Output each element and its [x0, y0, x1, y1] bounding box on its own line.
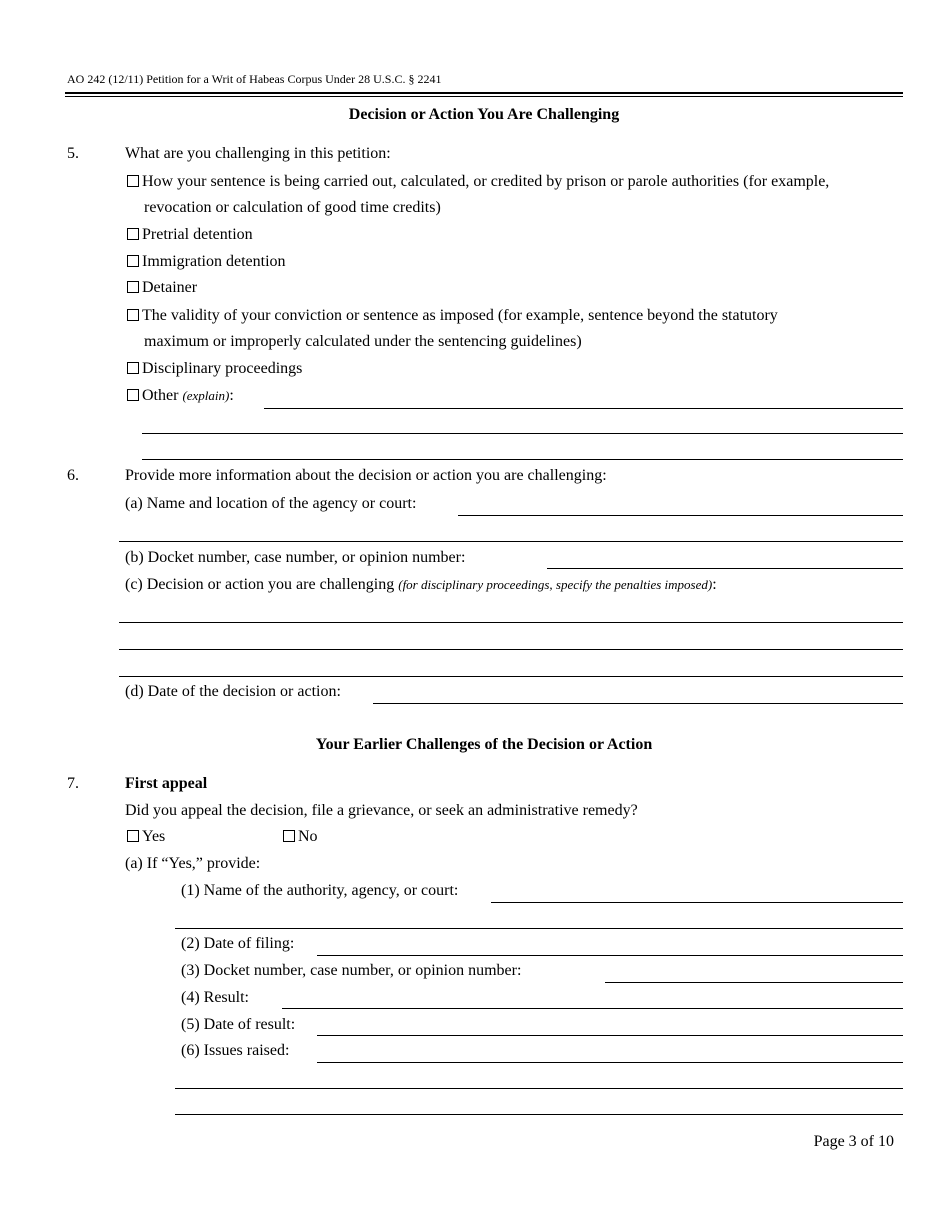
page-number: Page 3 of 10 [813, 1133, 894, 1150]
other-explain-line-2[interactable] [142, 433, 903, 434]
option-immigration-detention[interactable]: Immigration detention [127, 253, 286, 271]
q6-prompt: Provide more information about the decision or action you are challenging: [125, 467, 607, 484]
checkbox-icon[interactable] [127, 309, 139, 321]
q6d-label: (d) Date of the decision or action: [125, 683, 341, 700]
q7a-item-6-line-1[interactable] [317, 1062, 903, 1063]
q6c-label: (c) Decision or action you are challenging (for disciplinary proceedings, specify the penalties imposed): [125, 576, 717, 593]
q6c-line-2[interactable] [119, 649, 903, 650]
q7a-label: (a) If “Yes,” provide: [125, 855, 261, 872]
other-explain-line-3[interactable] [142, 459, 903, 460]
option-yes[interactable]: Yes [127, 828, 165, 846]
q7-number: 7. [67, 775, 79, 792]
q6c-line-3[interactable] [119, 676, 903, 677]
checkbox-icon[interactable] [127, 175, 139, 187]
option-pretrial-detention[interactable]: Pretrial detention [127, 226, 253, 244]
q5-number: 5. [67, 145, 79, 162]
q7a-item-2: (2) Date of filing: [181, 935, 295, 952]
other-explain-line-1[interactable] [264, 408, 903, 409]
q7a-item-1: (1) Name of the authority, agency, or court: [181, 882, 459, 899]
form-header: AO 242 (12/11) Petition for a Writ of Habeas Corpus Under 28 U.S.C. § 2241 [67, 72, 442, 86]
q6c-hint: (for disciplinary proceedings, specify the penalties imposed) [398, 577, 713, 592]
checkbox-icon[interactable] [127, 389, 139, 401]
q7a-item-1-line-1[interactable] [491, 902, 903, 903]
q7a-item-3-line[interactable] [605, 982, 903, 983]
checkbox-icon[interactable] [127, 830, 139, 842]
q6a-label: (a) Name and location of the agency or court: [125, 495, 417, 512]
q7a-item-1-line-2[interactable] [175, 928, 903, 929]
q7-prompt: Did you appeal the decision, file a grievance, or seek an administrative remedy? [125, 802, 638, 819]
header-rule-thick [65, 92, 903, 94]
q6a-line-1[interactable] [458, 515, 903, 516]
q7a-item-5: (5) Date of result: [181, 1016, 296, 1033]
section-title-decision: Decision or Action You Are Challenging [348, 106, 620, 123]
q7a-item-6: (6) Issues raised: [181, 1042, 290, 1059]
checkbox-icon[interactable] [283, 830, 295, 842]
q7a-item-5-line[interactable] [317, 1035, 903, 1036]
checkbox-icon[interactable] [127, 281, 139, 293]
option-disciplinary[interactable]: Disciplinary proceedings [127, 360, 302, 378]
q5-prompt: What are you challenging in this petition: [125, 145, 391, 162]
option-detainer[interactable]: Detainer [127, 279, 197, 297]
q7a-item-6-line-2[interactable] [175, 1088, 903, 1089]
q7a-item-4: (4) Result: [181, 989, 249, 1006]
q7a-item-3: (3) Docket number, case number, or opinion number: [181, 962, 522, 979]
q6b-label: (b) Docket number, case number, or opinion number: [125, 549, 466, 566]
q7a-item-4-line[interactable] [282, 1008, 903, 1009]
checkbox-icon[interactable] [127, 255, 139, 267]
q6b-line[interactable] [547, 568, 903, 569]
header-rule-thin [65, 96, 903, 97]
q7a-item-6-line-3[interactable] [175, 1114, 903, 1115]
q6-number: 6. [67, 467, 79, 484]
q6c-line-1[interactable] [119, 622, 903, 623]
option-no[interactable]: No [283, 828, 318, 846]
option-sentence-execution[interactable]: How your sentence is being carried out, calculated, or credited by prison or parole authorities (for example, [127, 173, 829, 191]
q6d-line[interactable] [373, 703, 903, 704]
option-other[interactable]: Other (explain): [127, 387, 234, 405]
option-validity-cont: maximum or improperly calculated under the sentencing guidelines) [144, 333, 582, 350]
other-hint: (explain) [182, 388, 230, 403]
option-validity[interactable]: The validity of your conviction or sentence as imposed (for example, sentence beyond the statutory [127, 307, 778, 325]
q7-title: First appeal [125, 775, 208, 792]
q6a-line-2[interactable] [119, 541, 903, 542]
checkbox-icon[interactable] [127, 362, 139, 374]
checkbox-icon[interactable] [127, 228, 139, 240]
option-sentence-execution-cont: revocation or calculation of good time credits) [144, 199, 441, 216]
q7a-item-2-line[interactable] [317, 955, 903, 956]
section-title-earlier-challenges: Your Earlier Challenges of the Decision or Action [315, 736, 653, 753]
